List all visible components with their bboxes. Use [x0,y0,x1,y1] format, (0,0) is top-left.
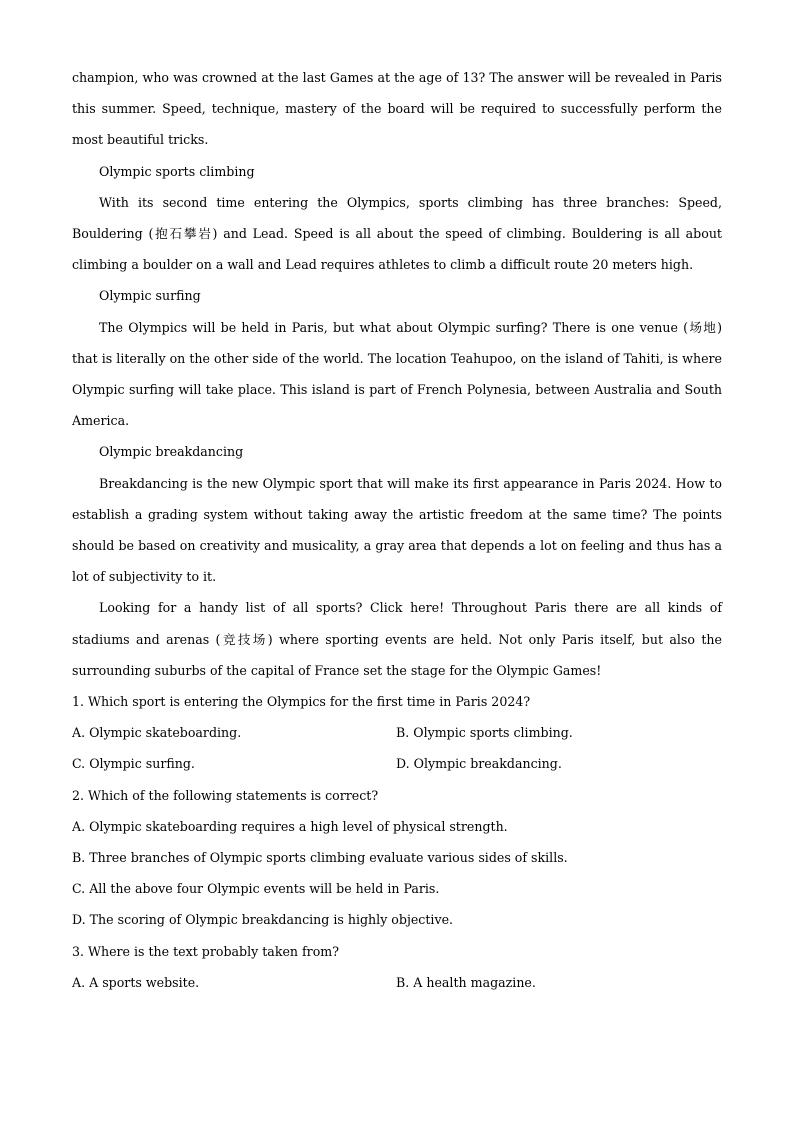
question-1-options-row-2 [72,748,722,779]
question-1-stem: 1. Which sport is entering the Olympics for the first time in Paris 2024? [72,694,531,710]
question-2-option-c[interactable]: C. All the above four Olympic events will be held in Paris. [72,881,440,897]
climbing-paragraph: With its second time entering the Olympics, sports climbing has three branches: Speed, Bouldering (抱石攀岩) and Lead. Speed is all about the speed of climbing. Bouldering is all about climbing a boulder on a wall and Lead requires athletes to climb a difficult route 20 meters high. [72,194,722,273]
surfing-heading: Olympic surfing [99,288,201,304]
question-2-stem: 2. Which of the following statements is correct? [72,787,379,803]
question-1-option-a[interactable]: A. Olympic skateboarding. [72,725,242,741]
question-3-option-a[interactable]: A. A sports website. [72,974,200,990]
climbing-heading: Olympic sports climbing [99,163,255,179]
question-2-option-a[interactable]: A. Olympic skateboarding requires a high level of physical strength. [72,818,508,834]
closing-paragraph: Looking for a handy list of all sports? Click here! Throughout Paris there are all kinds of stadiums and arenas (竞技场) where sporting events are held. Not only Paris itself, but also the surrounding suburbs of the capital of France set the stage for the Olympic Games! [72,600,722,678]
question-3-option-b[interactable]: B. A health magazine. [396,974,536,990]
question-3-stem: 3. Where is the text probably taken from? [72,943,339,959]
page-content [72,62,722,998]
breakdancing-paragraph: Breakdancing is the new Olympic sport that will make its first appearance in Paris 2024. How to establish a grading system without taking away the artistic freedom at the same time? The points should be based on creativity and musicality, a gray area that depends a lot on feeling and thus has a lot of subjectivity to it. [72,475,722,585]
question-1-option-c[interactable]: C. Olympic surfing. [72,756,195,772]
question-1-option-b[interactable]: B. Olympic sports climbing. [396,725,573,741]
breakdancing-heading: Olympic breakdancing [99,444,244,460]
question-2-option-d[interactable]: D. The scoring of Olympic breakdancing is highly objective. [72,912,454,928]
skateboarding-paragraph-end: champion, who was crowned at the last Games at the age of 13? The answer will be revealed in Paris this summer. Speed, technique, mastery of the board will be required to successfully perform the most beautiful tricks. [72,70,722,148]
surfing-paragraph: The Olympics will be held in Paris, but what about Olympic surfing? There is one venue (场地) that is literally on the other side of the world. The location Teahupoo, on the island of Tahiti, is where Olympic surfing will take place. This island is part of French Polynesia, between Australia and South America. [72,319,722,429]
question-1-option-d[interactable]: D. Olympic breakdancing. [396,756,562,772]
question-2-option-b[interactable]: B. Three branches of Olympic sports climbing evaluate various sides of skills. [72,850,568,866]
question-1-options-row-1 [72,717,722,748]
question-3-options-row-1 [72,967,722,998]
